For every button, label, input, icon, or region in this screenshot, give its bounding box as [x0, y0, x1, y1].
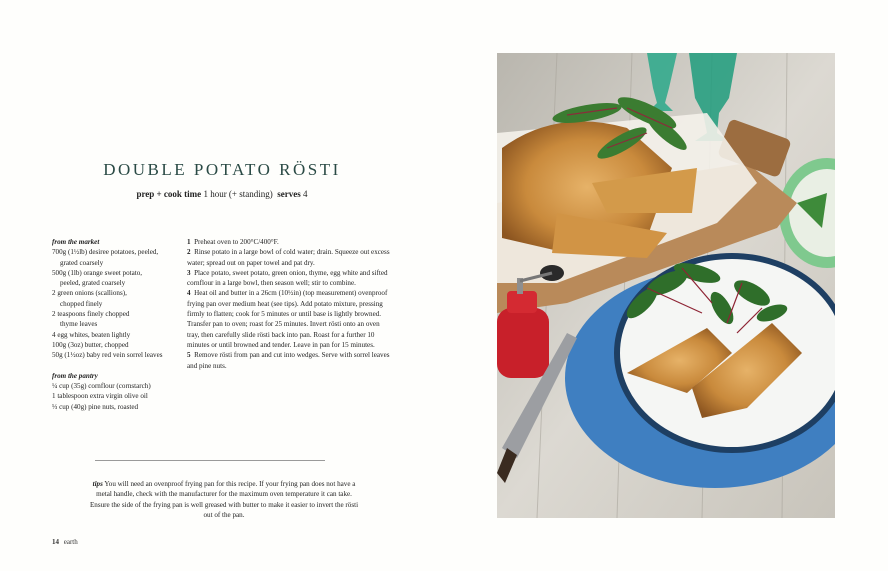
ingredient-line: ¼ cup (35g) cornflour (cornstarch)	[52, 382, 151, 391]
method-step	[187, 268, 393, 289]
recipe-meta	[0, 189, 444, 199]
serves-label: serves	[277, 189, 301, 199]
step-text: Remove rösti from pan and cut into wedges. Serve with sorrel leaves and pine nuts.	[187, 351, 390, 370]
ingredient-line: 1 tablespoon extra virgin olive oil	[52, 392, 148, 401]
section-name: earth	[63, 538, 78, 546]
step-number: 5	[187, 351, 191, 360]
method-step	[187, 350, 393, 371]
ingredient-line: chopped finely	[60, 299, 103, 308]
step-text: Preheat oven to 200°C/400°F.	[194, 238, 279, 246]
page-number: 14	[52, 538, 59, 546]
ingredient-line: peeled, grated coarsely	[60, 279, 126, 288]
food-photo	[497, 53, 835, 518]
ingredient-line: 100g (3oz) butter, chopped	[52, 340, 129, 349]
method-step	[187, 288, 393, 350]
recipe-title: DOUBLE POTATO RÖSTI	[103, 160, 341, 179]
tips-label: tips	[92, 480, 103, 488]
step-number: 3	[187, 268, 191, 277]
ingredient-line: 50g (1½oz) baby red vein sorrel leaves	[52, 351, 163, 360]
page-folio	[52, 538, 78, 546]
step-text: Heat oil and butter in a 26cm (10½in) (top measurement) ovenproof frying pan over medium heat (see tips). Add potato mixture, pressing firmly to flatten; cook for 5 minutes or until base is lightly browned. Transfer pan to oven; roast for 25 minutes. Invert rösti onto an oven tray, then carefully slide rösti back into pan. Roast for a further 10 minutes or until browned and tender. Leave in pan for 15 minutes.	[187, 289, 388, 349]
ingredient-section-heading: from the pantry	[52, 371, 98, 380]
prep-label: prep + cook time	[136, 189, 202, 199]
ingredient-line: thyme leaves	[60, 320, 98, 329]
ingredient-line: 700g (1½lb) desiree potatoes, peeled,	[52, 248, 159, 257]
ingredients-list	[52, 237, 178, 412]
step-number: 1	[187, 238, 191, 246]
ingredient-line: 2 green onions (scallions),	[52, 289, 127, 298]
method-step	[187, 247, 393, 268]
ingredient-line: grated coarsely	[60, 258, 104, 267]
step-text: Place potato, sweet potato, green onion, thyme, egg white and sifted cornflour in a large bowl, then season well; stir to combine.	[187, 268, 388, 288]
ingredient-line: 500g (1lb) orange sweet potato,	[52, 268, 143, 277]
ingredient-line: 2 teaspoons finely chopped	[52, 310, 130, 319]
method-steps	[187, 237, 393, 371]
tips-text: You will need an ovenproof frying pan for this recipe. If your frying pan does not have a metal handle, check with the manufacturer for the maximum oven temperature it can take. Ensure the side of the frying pan is well greased with butter to make it easier to invert the rösti out of the pan.	[89, 480, 359, 519]
ingredient-line: 4 egg whites, beaten lightly	[52, 330, 131, 339]
method-step	[187, 237, 393, 247]
divider	[95, 460, 325, 461]
ingredient-section-heading: from the market	[52, 238, 100, 246]
step-number: 4	[187, 289, 191, 298]
prep-value: 1 hour (+ standing)	[203, 189, 273, 199]
step-number: 2	[187, 248, 191, 257]
step-text: Rinse potato in a large bowl of cold water; drain. Squeeze out excess water; spread out on paper towel and pat dry.	[187, 248, 390, 267]
ingredient-line: ⅓ cup (40g) pine nuts, roasted	[52, 402, 139, 411]
serves-value: 4	[303, 189, 308, 199]
tips-box	[88, 479, 360, 520]
rosti-photo-illustration	[497, 53, 835, 518]
ingredient-spacer	[52, 361, 178, 371]
